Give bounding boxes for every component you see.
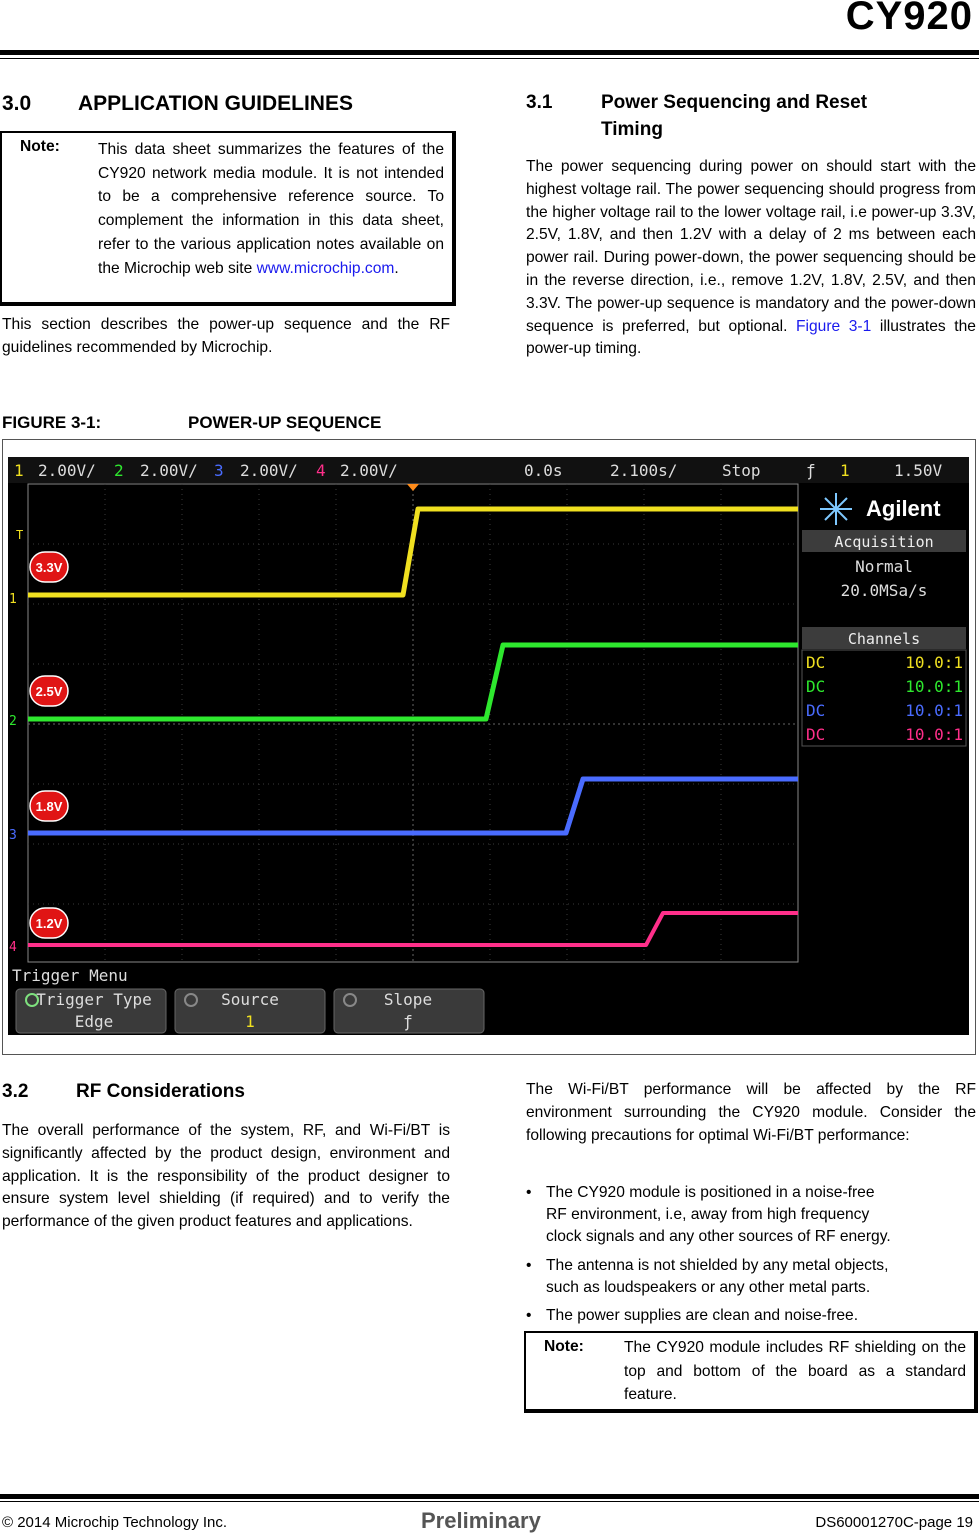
- ch1-number: 1: [14, 461, 24, 480]
- subsection-title-line1: Power Sequencing and Reset: [601, 92, 868, 113]
- bullet-dot: •: [526, 1184, 532, 1201]
- preliminary-label: Preliminary: [421, 1508, 541, 1533]
- copyright: © 2014 Microchip Technology Inc.: [2, 1514, 228, 1531]
- section-title: APPLICATION GUIDELINES: [78, 92, 353, 115]
- rf-intro-text: The overall performance of the system, RF, and Wi-Fi/BT is significantly affected by the product design, environment and application. It is the responsibility of the product designer to ensure system level shielding (if required) and to verify the performance of the given product features and applications.: [2, 1122, 450, 1231]
- bullet-text: The power supplies are clean and noise-free.: [546, 1307, 859, 1324]
- section-number: 3.0: [2, 92, 32, 115]
- subsection-number: 3.1: [526, 92, 553, 113]
- ch1-coupling: DC: [806, 653, 826, 672]
- rf-note-box: [524, 1331, 978, 1413]
- label-1v8-text: 1.8V: [35, 799, 63, 814]
- time-offset: 0.0s: [524, 461, 563, 480]
- ch4-coupling: DC: [806, 725, 826, 744]
- bullet-dot: •: [526, 1257, 532, 1274]
- run-state: Stop: [722, 461, 761, 480]
- bullet-item: [526, 1255, 978, 1301]
- softkey-trigger-type-label: Trigger Type: [36, 990, 152, 1009]
- ch3-scale: 2.00V/: [240, 461, 298, 480]
- agilent-logo: [820, 493, 941, 525]
- ch3-probe: 10.0:1: [905, 701, 963, 720]
- ch2-number: 2: [114, 461, 124, 480]
- figure-title: POWER-UP SEQUENCE: [188, 413, 382, 432]
- bullet-text: The antenna is not shielded by any metal objects, such as loudspeakers or any other metal parts.: [546, 1257, 889, 1296]
- ch3-coupling: DC: [806, 701, 826, 720]
- ch3-number: 3: [214, 461, 224, 480]
- trigger-level-marker: T: [16, 528, 24, 542]
- doc-page-number: DS60001270C-page 19: [815, 1514, 973, 1531]
- label-2v5-text: 2.5V: [35, 684, 63, 699]
- ch1-probe: 10.0:1: [905, 653, 963, 672]
- note-text: This data sheet summarizes the features of the CY920 network media module. It is not intended to be a comprehensive reference source. To complement the information in this data sheet, refer to the various application notes available on the Microchip web site www.microchip.com.: [98, 141, 444, 277]
- document-title: CY920: [845, 0, 973, 38]
- acquisition-mode: Normal: [855, 557, 913, 576]
- ch2-probe: 10.0:1: [905, 677, 963, 696]
- acquisition-rate: 20.0MSa/s: [840, 581, 928, 600]
- softkey-source-label: Source: [221, 990, 279, 1009]
- rf-section-title: RF Considerations: [76, 1081, 245, 1102]
- softkey-source[interactable]: [175, 989, 325, 1033]
- agilent-spark-icon: [820, 493, 852, 525]
- note-label: Note:: [20, 138, 60, 155]
- softkey-slope-value: ƒ: [403, 1012, 413, 1031]
- trigger-edge-icon: ƒ: [806, 461, 816, 480]
- softkey-slope[interactable]: [334, 989, 484, 1033]
- ch3-ground-marker: 3: [9, 828, 17, 843]
- rf-note-text: The CY920 module includes RF shielding on the top and bottom of the board as a standard feature.: [624, 1339, 966, 1404]
- footer-rule: [0, 1494, 979, 1499]
- label-1v2-text: 1.2V: [35, 916, 63, 931]
- bullet-item: [526, 1182, 978, 1252]
- label-1v8: [30, 791, 68, 821]
- softkey-slope-label: Slope: [383, 990, 433, 1009]
- figure-link[interactable]: Figure 3-1: [795, 317, 872, 335]
- footer-rule-thin: [0, 1501, 979, 1502]
- header-rule-thin: [0, 58, 979, 59]
- ch4-ground-marker: 4: [9, 940, 17, 955]
- ch2-coupling: DC: [806, 677, 826, 696]
- time-scale: 2.100s/: [610, 461, 678, 480]
- ch4-probe: 10.0:1: [905, 725, 963, 744]
- softkey-source-value: 1: [245, 1012, 255, 1031]
- rf-section-number: 3.2: [2, 1081, 29, 1102]
- bullet-dot: •: [526, 1307, 532, 1324]
- softkey-trigger-type-value: Edge: [74, 1012, 114, 1031]
- label-3v3: [30, 552, 68, 582]
- ch4-scale: 2.00V/: [340, 461, 398, 480]
- brand-name: Agilent: [866, 496, 941, 521]
- softkey-trigger-type[interactable]: [16, 989, 166, 1033]
- note-box: [0, 131, 456, 306]
- trigger-channel: 1: [840, 461, 850, 480]
- microchip-link[interactable]: www.microchip.com: [256, 259, 395, 277]
- figure-number: FIGURE 3-1:: [2, 413, 102, 432]
- power-sequencing-text: The power sequencing during power on should start with the highest voltage rail. The power sequencing should progress from the higher voltage rail to the lower voltage rail, i.e power-up 3.3V, 2.5V, 1.8V, and then 1.2V with a delay of 2 ms between each power rail. During power-down, the power sequencing should be in the reverse direction, i.e., remove 1.2V, 1.8V, 2.5V, and then 3.3V. The power-up sequence is mandatory and the power-down sequence is preferred, but optional. Figure 3-1 illustrates the power-up timing.: [526, 158, 976, 358]
- channels-header: Channels: [847, 630, 921, 648]
- ch2-ground-marker: 2: [9, 714, 17, 729]
- section-intro: This section describes the power-up sequence and the RF guidelines recommended by Microchip.: [2, 316, 450, 356]
- oscilloscope-svg: [8, 457, 969, 1035]
- label-2v5: [30, 676, 68, 706]
- ch1-scale: 2.00V/: [38, 461, 96, 480]
- subsection-title-line2: Timing: [601, 119, 663, 140]
- ch4-number: 4: [316, 461, 326, 480]
- ch1-ground-marker: 1: [9, 592, 17, 607]
- rf-note-label: Note:: [544, 1338, 584, 1355]
- acquisition-header: Acquisition: [834, 533, 934, 551]
- label-3v3-text: 3.3V: [35, 560, 63, 575]
- trigger-menu-title: Trigger Menu: [12, 966, 128, 985]
- trigger-level: 1.50V: [894, 461, 943, 480]
- header-rule: [0, 50, 979, 55]
- label-1v2: [30, 908, 68, 938]
- bullet-item: [526, 1305, 978, 1329]
- bullet-text: The CY920 module is positioned in a noise-free RF environment, i.e, away from high frequency clock signals and any other sources of RF energy.: [546, 1184, 891, 1245]
- ch2-scale: 2.00V/: [140, 461, 198, 480]
- rf-environment-text: The Wi-Fi/BT performance will be affected by the RF environment surrounding the CY920 module. Consider the following precautions for optimal Wi-Fi/BT performance:: [526, 1081, 976, 1144]
- oscilloscope-screen: [8, 457, 969, 1035]
